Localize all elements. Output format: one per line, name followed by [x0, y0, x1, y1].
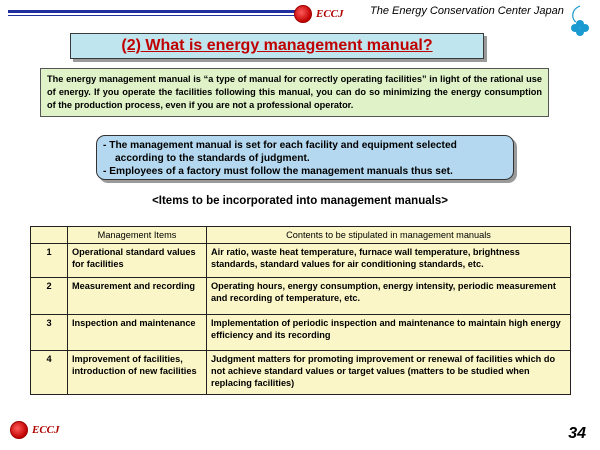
row-number: 1 — [31, 244, 68, 278]
table-header-row — [31, 227, 571, 244]
clover-logo-icon — [566, 4, 594, 38]
row-content: Implementation of periodic inspection and maintenance to maintain high energy efficiency and its recording — [207, 315, 571, 351]
eccj-logo-icon — [294, 5, 312, 23]
organization-name: The Energy Conservation Center Japan — [370, 5, 564, 17]
key-points-callout — [96, 135, 514, 180]
table-row — [31, 351, 571, 395]
callout-line-1: - The management manual is set for each facility and equipment selected — [103, 140, 457, 151]
header-logo-text: ECCJ — [316, 8, 344, 20]
header-rule-thin — [8, 15, 308, 16]
table-row — [31, 244, 571, 278]
callout-line-1-continued: according to the standards of judgment. — [115, 153, 310, 164]
row-content: Air ratio, waste heat temperature, furnace wall temperature, brightness standards, standard values for air conditioning standards, etc. — [207, 244, 571, 278]
page-title: (2) What is energy management manual? — [121, 37, 433, 54]
row-item: Inspection and maintenance — [68, 315, 207, 351]
row-number: 4 — [31, 351, 68, 395]
row-item: Improvement of facilities, introduction of new facilities — [68, 351, 207, 395]
row-item: Operational standard values for facilities — [68, 244, 207, 278]
intro-paragraph: The energy management manual is “a type of manual for correctly operating facilities” in light of the rational use of energy. If you operate the facilities following this manual, you can do so minimizing the energy consumption of the production process, even if you are not a professional operator. — [40, 68, 549, 117]
callout-line-2: - Employees of a factory must follow the management manuals thus set. — [103, 166, 453, 177]
page-title-box — [70, 33, 484, 59]
table-row — [31, 315, 571, 351]
row-item: Measurement and recording — [68, 278, 207, 315]
row-number: 2 — [31, 278, 68, 315]
header-rule — [8, 10, 308, 13]
row-number: 3 — [31, 315, 68, 351]
row-content: Operating hours, energy consumption, energy intensity, periodic measurement and recording of temperature, etc. — [207, 278, 571, 315]
management-items-table — [30, 226, 571, 395]
table-subtitle: <Items to be incorporated into management manuals> — [152, 195, 448, 207]
header-management-items: Management Items — [68, 227, 207, 244]
table-row — [31, 278, 571, 315]
eccj-logo-icon — [10, 421, 28, 439]
footer-logo-text: ECCJ — [32, 424, 60, 436]
row-content: Judgment matters for promoting improvement or renewal of facilities which do not achieve standard values or target values (matters to be studied when replacing facilities) — [207, 351, 571, 395]
page-number: 34 — [568, 425, 586, 442]
header-contents: Contents to be stipulated in management manuals — [207, 227, 571, 244]
header-number — [31, 227, 68, 244]
footer-logo — [10, 421, 60, 439]
header-logo — [294, 5, 344, 23]
